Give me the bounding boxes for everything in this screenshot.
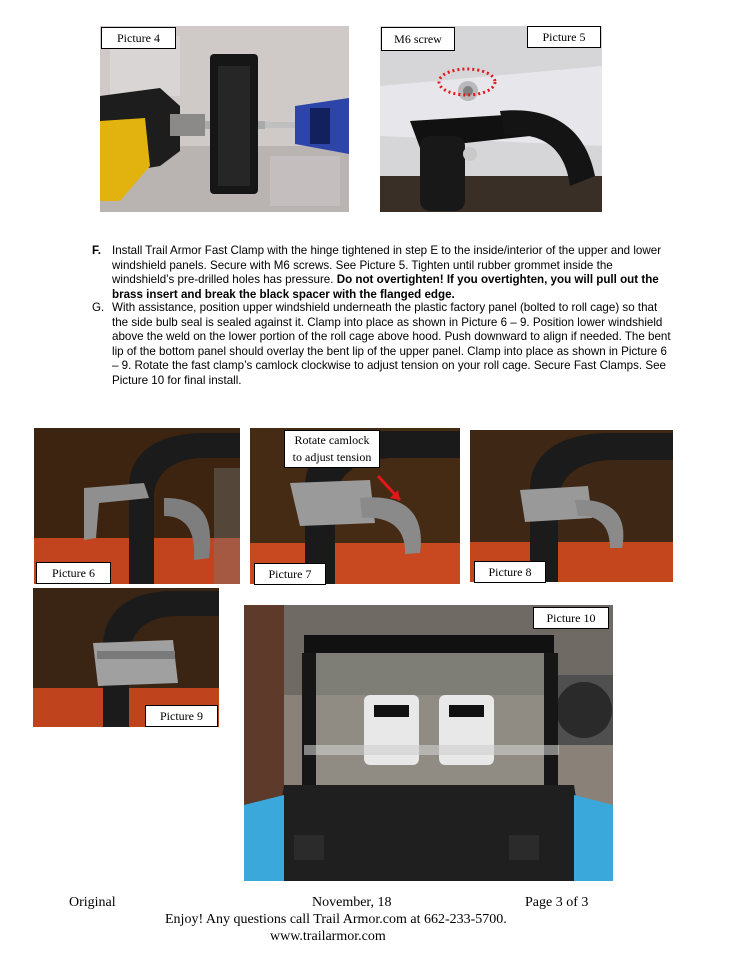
rotate-camlock-label — [284, 430, 380, 468]
picture-4-photo — [100, 26, 349, 212]
picture-6-label: Picture 6 — [36, 562, 111, 584]
step-g-text: With assistance, position upper windshield underneath the plastic factory panel (bolted to roll cage) so that the side bulb seal is sealed against it. Clamp into place as shown in Picture 6 – 9. Position lower windshield above the weld on the lower portion of the roll cage above hood. Push downward to align if needed. The bent lip of the bottom panel should overlay the bent lip of the upper panel. Clamp into place as shown in Picture 6 – 9. Rotate the fast clamp’s camlock clockwise to adjust tension on your roll cage. Secure Fast Clamps. See Picture 10 for final install. — [112, 301, 671, 387]
step-g — [92, 301, 672, 389]
picture-5-photo — [380, 26, 602, 212]
rotate-camlock-line2: to adjust tension — [292, 450, 372, 464]
picture-10-label: Picture 10 — [533, 607, 609, 629]
picture-8-photo — [470, 430, 673, 582]
picture-6-photo — [34, 428, 240, 584]
picture-9-label: Picture 9 — [145, 705, 218, 727]
footer-date: November, 18 — [312, 895, 392, 910]
rotate-camlock-line1: Rotate camlock — [294, 433, 370, 447]
picture-5-label: Picture 5 — [527, 26, 601, 48]
footer-contact: Enjoy! Any questions call Trail Armor.com at 662-233-5700. — [165, 912, 507, 927]
picture-7-label: Picture 7 — [254, 563, 326, 585]
step-f-letter: F. — [92, 244, 102, 257]
footer-page-number: Page 3 of 3 — [525, 895, 589, 910]
picture-10-photo — [244, 605, 613, 881]
picture-8-label: Picture 8 — [474, 561, 546, 583]
footer-website: www.trailarmor.com — [270, 929, 386, 944]
footer-left: Original — [69, 895, 116, 910]
step-f-text: Install Trail Armor Fast Clamp with the hinge tightened in step E to the inside/interior of the upper and lower windshield panels. Secure with M6 screws. See Picture 5. Tighten until rubber grommet inside the windshield’s pre-drilled holes has pressure. — [112, 244, 662, 287]
picture-4-label: Picture 4 — [101, 27, 176, 49]
m6-screw-label: M6 screw — [381, 27, 455, 51]
step-f — [92, 244, 672, 302]
step-f-warning: Do not overtighten! If you overtighten, you will pull out the brass insert and break the black spacer with the flanged edge. — [112, 273, 659, 301]
step-g-letter: G. — [92, 301, 105, 314]
